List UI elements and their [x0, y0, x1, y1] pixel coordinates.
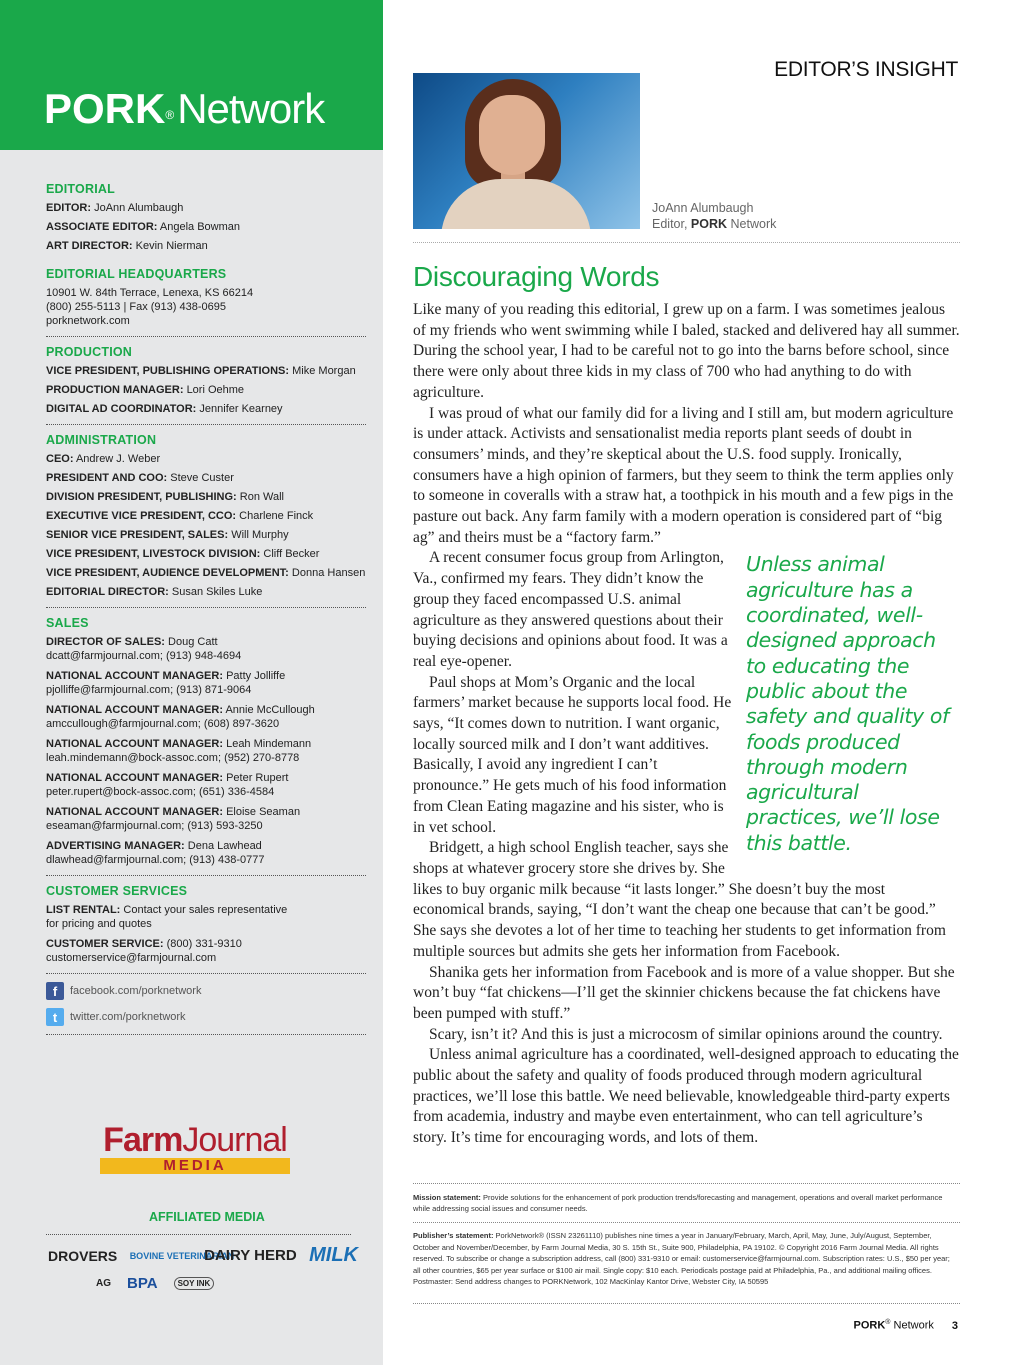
article-paragraph: Shanika gets her information from Facebook and is more of a value shopper. But she won’t buy “fat chickens—I’ll get the skinnier chickens because the fat chickens have been pumped with stuff.” — [413, 963, 955, 1022]
staff-contact[interactable]: leah.mindemann@bock-assoc.com; (952) 270-8778 — [46, 752, 300, 764]
staff-name: Steve Custer — [170, 472, 234, 484]
article-paragraph: Unless animal agriculture has a coordinated, well-designed approach to educating the public about the safety and quality of foods produced through modern agricultural practices, we’ll lose this battle. We need believable, knowledgeable third-party experts from academia, industry and maybe even entertainment, who can tell agriculture’s story. It’s time for encouraging words, and lots of them. — [413, 1046, 959, 1147]
footer-pub-bold: PORK — [853, 1319, 886, 1332]
list-rental-text-2: for pricing and quotes — [46, 918, 152, 930]
staff-name: Will Murphy — [231, 529, 289, 541]
staff-entry — [46, 509, 366, 523]
affiliated-media-title: AFFILIATED MEDIA — [149, 1210, 265, 1224]
publisher-label: Publisher’s statement: — [413, 1231, 494, 1240]
article-paragraph: A recent consumer focus group from Arlington, Va., confirmed my fears. They didn’t know the group they faced encompassed U.S. animal agriculture as they answered questions about their buying decisions and opinions about food. It was a real eye-opener. — [413, 549, 728, 670]
masthead — [0, 0, 383, 150]
staff-name: Doug Catt — [168, 636, 218, 648]
publisher-text: PorkNetwork® (ISSN 23261110) publishes nine times a year in January/February, March, April, May, June, July/August, September, October and November/December, by Farm Journal Media, 30 S. 15th St., Suite 900, Philadelphia, PA 19102. © Copyright 2016 Farm Journal Media. All rights reserved. To subscribe or change a subscription address, call (800) 331-9310 or email: customerservice@farmjournal.com. Subscription rates: U.S., $50 per year; all other countries, $65 per year surface or $100 air mail. Single copy: $10 each. Periodicals postage paid at Philadelphia, Pa., and additional mailing offices. — [413, 1231, 950, 1275]
article-paragraph: I was proud of what our family did for a living and I still am, but modern agriculture is under attack. Activists and sensationalist media reports plant seeds of doubt in consumers’ minds, and they’re skeptical about the U.S. food supply. Ironically, consumers have a high opinion of farmers, but they seem to think the term applies only to someone in coveralls with a straw hat, a toothpick in his mouth and a few pigs in the pasture out back. Any farm family with a modern operation is considered part of “big ag” and theirs must be a “factory farm.” — [413, 404, 954, 546]
staff-role: VICE PRESIDENT, AUDIENCE DEVELOPMENT: — [46, 567, 289, 579]
divider — [46, 336, 366, 337]
author-title-prefix: Editor, — [652, 217, 691, 231]
postmaster-text: Postmaster: Send address changes to PORKNetwork, 102 MacKinlay Kantor Drive, Webster City, IA 50595 — [413, 1277, 769, 1286]
dairy-herd-logo[interactable]: DAIRY HERD — [204, 1247, 297, 1264]
staff-entry — [46, 364, 366, 378]
page-number: 3 — [951, 1319, 958, 1332]
list-rental-role: LIST RENTAL: — [46, 904, 121, 916]
staff-entry — [46, 771, 366, 799]
staff-entry — [46, 547, 366, 561]
staff-role: ASSOCIATE EDITOR: — [46, 221, 158, 233]
staff-role: NATIONAL ACCOUNT MANAGER: — [46, 806, 224, 818]
section-title-sales: SALES — [46, 616, 89, 630]
affiliated-media-logos — [48, 1244, 358, 1300]
staff-contact[interactable]: dlawhead@farmjournal.com; (913) 438-0777 — [46, 854, 265, 866]
section-title-editorial: EDITORIAL — [46, 182, 115, 196]
staff-entry — [46, 201, 366, 215]
drovers-logo[interactable]: DROVERS — [48, 1247, 118, 1264]
staff-name: Peter Rupert — [226, 772, 289, 784]
staff-name: Andrew J. Weber — [75, 453, 161, 465]
staff-role: EDITOR: — [46, 202, 92, 214]
pork-network-logo[interactable] — [44, 84, 324, 134]
bovine-veterinarian-logo[interactable]: BOVINE VETERINARIAN — [129, 1250, 235, 1261]
staff-entry — [46, 239, 366, 253]
staff-role: PRESIDENT AND COO: — [46, 472, 168, 484]
section-title-production: PRODUCTION — [46, 345, 133, 359]
staff-role: CEO: — [46, 453, 74, 465]
customer-service-email-link[interactable]: customerservice@farmjournal.com — [46, 952, 217, 964]
soy-ink-logo[interactable]: SOY INK — [174, 1277, 215, 1290]
staff-name: Susan Skiles Luke — [171, 586, 263, 598]
footer-pub-rest: Network — [890, 1319, 934, 1332]
staff-contact[interactable]: peter.rupert@bock-assoc.com; (651) 336-4584 — [46, 786, 275, 798]
staff-name: Donna Hansen — [291, 567, 366, 579]
staff-name: Jennifer Kearney — [199, 403, 283, 415]
section-title-headquarters: EDITORIAL HEADQUARTERS — [46, 267, 227, 281]
staff-entry — [46, 452, 366, 466]
staff-role: NATIONAL ACCOUNT MANAGER: — [46, 704, 224, 716]
mission-label: Mission statement: — [413, 1193, 481, 1202]
staff-role: DIRECTOR OF SALES: — [46, 636, 165, 648]
customer-service-role: CUSTOMER SERVICE: — [46, 938, 164, 950]
hq-address: 10901 W. 84th Terrace, Lenexa, KS 66214 — [46, 287, 254, 299]
staff-name: Ron Wall — [239, 491, 284, 503]
staff-name: Patty Jolliffe — [226, 670, 286, 682]
publisher-statement — [413, 1230, 953, 1288]
logo-media: MEDIA — [100, 1158, 290, 1174]
staff-name: Cliff Becker — [263, 548, 320, 560]
staff-name: Eloise Seaman — [226, 806, 301, 818]
staff-entry — [46, 669, 366, 697]
mission-statement — [413, 1192, 953, 1214]
staff-entry — [46, 839, 366, 867]
facebook-link[interactable] — [46, 982, 366, 1000]
article-paragraph: Paul shops at Mom’s Organic and the local farmers’ market because he supports local food. He says, “It comes down to nutrition. I want organic, locally sourced milk and I don’t want additives. Basically, I avoid any ingredient I can’t pronounce.” He gets much of his food information from Clean Eating magazine and his sister, who is in vet school. — [413, 673, 732, 836]
divider — [413, 1222, 960, 1223]
facebook-icon: f — [46, 982, 64, 1000]
divider — [46, 1234, 351, 1235]
staff-name: Leah Mindemann — [226, 738, 312, 750]
staff-entry — [46, 737, 366, 765]
staff-name: Annie McCullough — [225, 704, 315, 716]
staff-entry — [46, 528, 366, 542]
article-paragraph: Scary, isn’t it? And this is just a microcosm of similar opinions around the country. — [429, 1025, 943, 1043]
staff-entry — [46, 383, 366, 397]
staff-name: Angela Bowman — [159, 221, 240, 233]
staff-contact[interactable]: amccullough@farmjournal.com; (608) 897-3620 — [46, 718, 280, 730]
sidebar — [0, 0, 383, 1365]
staff-role: VICE PRESIDENT, LIVESTOCK DIVISION: — [46, 548, 261, 560]
staff-name: Kevin Nierman — [135, 240, 208, 252]
divider — [46, 607, 366, 608]
article-paragraph: Like many of you reading this editorial, I grew up on a farm. I was sometimes jealous of my friends who went swimming while I baled, stacked and delivered hay all summer. During the school year, I had to be careful not to go into the barns before school, since there were only about three kids in my class of 700 who had anything to do with agriculture. — [413, 301, 960, 401]
staff-role: DIVISION PRESIDENT, PUBLISHING: — [46, 491, 237, 503]
staff-role: NATIONAL ACCOUNT MANAGER: — [46, 738, 224, 750]
staff-entry — [46, 566, 366, 580]
staff-entry — [46, 585, 366, 599]
staff-role: PRODUCTION MANAGER: — [46, 384, 184, 396]
divider — [413, 242, 960, 243]
staff-entry — [46, 490, 366, 504]
divider — [46, 424, 366, 425]
staff-name: Charlene Finck — [239, 510, 314, 522]
article-body — [413, 300, 960, 1149]
staff-entry — [46, 402, 366, 416]
twitter-link[interactable] — [46, 1008, 366, 1026]
staff-role: ADVERTISING MANAGER: — [46, 840, 185, 852]
footer-pub-registered: ® — [885, 1319, 891, 1326]
twitter-icon: t — [46, 1008, 64, 1026]
ag-logo[interactable]: AG — [96, 1278, 111, 1289]
divider — [413, 1183, 960, 1184]
divider — [46, 973, 366, 974]
author-photo — [413, 73, 640, 229]
customer-service-phone: (800) 331-9310 — [166, 938, 242, 950]
staff-role: NATIONAL ACCOUNT MANAGER: — [46, 772, 224, 784]
staff-name: Mike Morgan — [292, 365, 356, 377]
staff-name: Lori Oehme — [186, 384, 245, 396]
divider — [46, 1034, 366, 1035]
staff-contact[interactable]: pjolliffe@farmjournal.com; (913) 871-9064 — [46, 684, 252, 696]
article-headline: Discouraging Words — [413, 261, 660, 292]
list-rental-text: Contact your sales representative — [123, 904, 288, 916]
staff-role: SENIOR VICE PRESIDENT, SALES: — [46, 529, 229, 541]
staff-role: EXECUTIVE VICE PRESIDENT, CCO: — [46, 510, 237, 522]
author-name: JoAnn Alumbaugh — [652, 201, 754, 215]
hq-website-link[interactable]: porknetwork.com — [46, 315, 130, 327]
staff-entry — [46, 471, 366, 485]
mission-text: Provide solutions for the enhancement of pork production trends/forecasting and management, operations and overall market performance while addressing social issues and consumer needs. — [413, 1193, 943, 1213]
section-title-customer-services: CUSTOMER SERVICES — [46, 884, 188, 898]
staff-role: EDITORIAL DIRECTOR: — [46, 586, 169, 598]
hq-phone: (800) 255-5113 | Fax (913) 438-0695 — [46, 301, 226, 313]
divider — [413, 1303, 960, 1304]
section-kicker: EDITOR’S INSIGHT — [774, 58, 958, 81]
staff-entry — [46, 805, 366, 833]
author-title-pub: PORK — [690, 217, 728, 231]
divider — [46, 875, 366, 876]
twitter-url: twitter.com/porknetwork — [70, 1011, 186, 1023]
staff-directory — [46, 176, 366, 1043]
author-title-rest: Network — [727, 217, 777, 231]
logo-farm: Farm — [103, 1121, 183, 1159]
page-footer — [854, 1319, 958, 1332]
staff-entry — [46, 703, 366, 731]
customer-service — [46, 937, 366, 965]
staff-name: Dena Lawhead — [187, 840, 262, 852]
staff-contact[interactable]: eseaman@farmjournal.com; (913) 593-3250 — [46, 820, 263, 832]
staff-role: VICE PRESIDENT, PUBLISHING OPERATIONS: — [46, 365, 290, 377]
facebook-url: facebook.com/porknetwork — [70, 985, 202, 997]
farm-journal-media-logo[interactable] — [100, 1122, 290, 1174]
bpa-logo[interactable]: BPA — [127, 1275, 158, 1292]
logo-pork: PORK — [44, 85, 166, 132]
staff-contact[interactable]: dcatt@farmjournal.com; (913) 948-4694 — [46, 650, 242, 662]
list-rental — [46, 903, 366, 931]
staff-entry — [46, 220, 366, 234]
logo-network: Network — [177, 85, 325, 132]
milk-logo[interactable]: MILK — [309, 1244, 358, 1266]
author-caption — [652, 200, 776, 232]
article-paragraph: Bridgett, a high school English teacher, says she shops at whatever grocery store she drives by. She likes to buy organic milk because “it lasts longer.” She doesn’t buy the most economical brands, saying, “I don’t want the cheap one because that can’t be good.” She says she devotes a lot of her time to teaching her students to get information from multiple sources but admits she gets her information from Facebook. — [413, 839, 946, 960]
staff-role: NATIONAL ACCOUNT MANAGER: — [46, 670, 224, 682]
pull-quote: Unless animal agriculture has a coordinated, well-designed approach to educating the public about the safety and quality of foods produced through modern agricultural practices, we’ll lose this battle. — [746, 552, 949, 855]
section-title-administration: ADMINISTRATION — [46, 433, 157, 447]
staff-name: JoAnn Alumbaugh — [94, 202, 184, 214]
logo-journal: Journal — [182, 1121, 287, 1159]
staff-role: DIGITAL AD COORDINATOR: — [46, 403, 197, 415]
staff-entry — [46, 635, 366, 663]
logo-registered: ® — [165, 108, 174, 122]
staff-role: ART DIRECTOR: — [46, 240, 133, 252]
